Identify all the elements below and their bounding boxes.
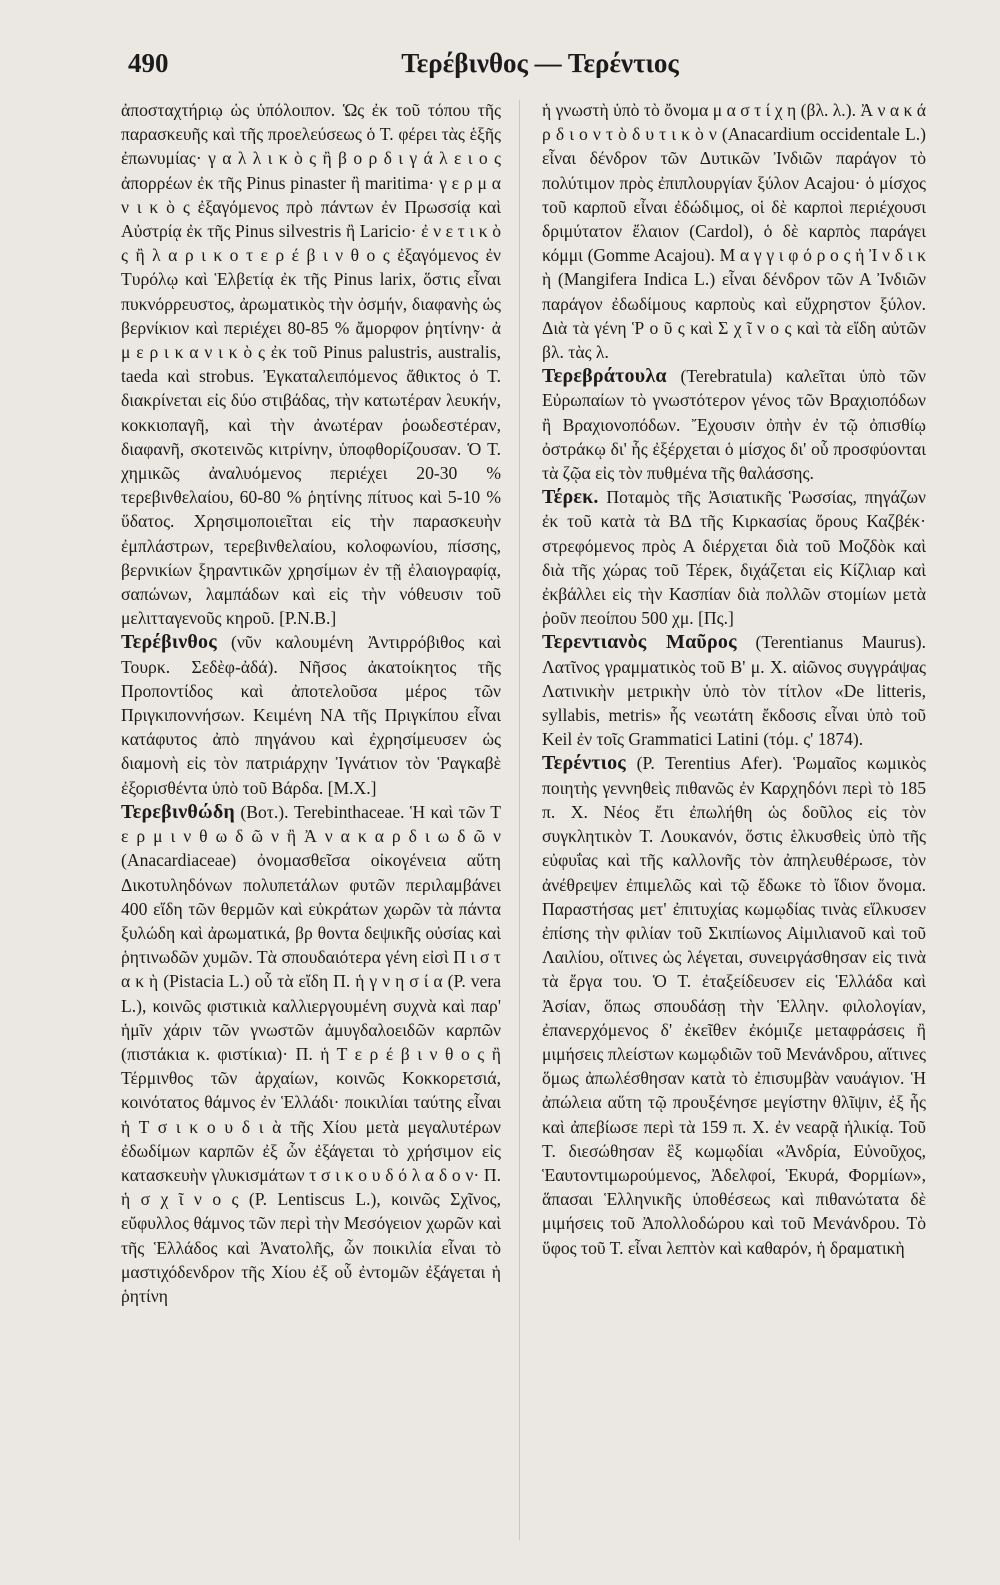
entry-terentius xyxy=(542,751,926,1259)
column-divider xyxy=(519,100,520,1540)
entry-text: (Terebratula) καλεῖται ὑπὸ τῶν Εὐρωπαίων τὸ γνωστότερον γένος τῶν Βραχιοπόδων ἢ Βραχιονοπόδων. Ἔχουσιν ὀπὴν ἐν τῷ ὀπισθίῳ ὀστράκῳ δι' ἧς ἐξέρχεται ὁ μίσχος δι' οὗ προσφύονται τὰ ζῷα εἰς τὸν πυθμένα τῆς θαλάσσης. xyxy=(542,366,926,484)
entry-terebinthode-continued xyxy=(542,98,926,364)
entry-terek xyxy=(542,485,926,630)
entry-terebinthos-resin-continued xyxy=(121,98,501,630)
headword: Τερέντιος xyxy=(542,752,626,775)
entry-terebinthode xyxy=(121,800,501,1308)
entry-text: (P. Terentius Afer). Ῥωμαῖος κωμικὸς ποιητὴς γεννηθεὶς πιθανῶς ἐν Καρχηδόνι περὶ τὸ 185 π. Χ. Νέος ἔτι ἐπωλήθη ὡς δοῦλος εἰς τὸν συγκλητικὸν Τ. Λουκανόν, ὅστις ἑλκυσθεὶς ὑπὸ τῆς εὐφυΐας καὶ τῆς καλλονῆς τὸν ἀπηλευθέρωσε, τὸν ἀνέθρεψεν ἐπιμελῶς καὶ τῷ ἔδωκε τὸ ἴδιον ὄνομα. Παραστήσας μετ' ἐπιτυχίας κωμῳδίας τινὰς εἵλκυσεν ἐπίσης τὴν φιλίαν τοῦ Σκιπίωνος Αἰμιλιανοῦ καὶ τοῦ Λαιλίου, οἵτινες ὡς λέγεται, συνειργάσθησαν εἰς τινὰ τὰ ἔργα του. Ὁ Τ. ἐταξείδευσεν εἰς Ἑλλάδα καὶ Ἀσίαν, ὅπως σπουδάσῃ τὴν Ἑλλην. φιλολογίαν, ἐπανερχόμενος δ' ἐκεῖθεν ἐκόμιζε μεταφράσεις ἢ μιμήσεις πλείστων κωμῳδιῶν τοῦ Μενάνδρου, αἵτινες ὅμως ἀπωλέσθησαν κατὰ τὸ ἐπισυμβὰν ναυάγιον. Ἡ ἀπώλεια αὕτη τῷ προυξένησε μεγίστην θλῖψιν, ἐξ ἧς καὶ ἀπεβίωσε περὶ τὰ 159 π. Χ. ἐν νεαρᾷ ἡλικίᾳ. Τοῦ Τ. διεσώθησαν ἓξ κωμῳδίαι «Ἀνδρία, Εὐνοῦχος, Ἑαυτοντιμωρούμενος, Ἀδελφοί, Ἑκυρά, Φορμίων», ἅπασαι Ἑλληνικῆς ὑποθέσεως καὶ πιθανώτατα δὲ μιμήσεις τοῦ Ἀπολλοδώρου καὶ τοῦ Μενάνδρου. Τὸ ὕφος τοῦ Τ. εἶναι λεπτὸν καὶ καθαρόν, ἡ δραματικὴ xyxy=(542,753,926,1258)
entry-terebinthos-island xyxy=(121,630,501,799)
headword: Τέρεκ. xyxy=(542,486,599,509)
headword: Τερεβράτουλα xyxy=(542,365,667,388)
entry-text: ἀποσταχτήριῳ ὡς ὑπόλοιπον. Ὡς ἐκ τοῦ τόπου τῆς παρασκευῆς καὶ τῆς προελεύσεως ὁ Τ. φέρει τὰς ἑξῆς ἐπωνυμίας· γ α λ λ ι κ ὸ ς ἢ β ο ρ δ ι γ ά λ ε ι ο ς ἀπορρέων ἐκ τῆς Pinus pinaster ἢ maritima· γ ε ρ μ α ν ι κ ὸ ς ἐξαγόμενος πρὸ πάντων ἐν Πρωσσίᾳ καὶ Αὐστρίᾳ ἐκ τῆς Pinus silvestris ἢ Laricio· ἐ ν ε τ ι κ ὸ ς ἢ λ α ρ ι κ ο τ ε ρ έ β ι ν θ ο ς ἐξαγόμενος ἐν Τυρόλῳ καὶ Ἑλβετίᾳ ἐκ τῆς Pinus larix, ὅστις εἶναι πυκνόρρευστος, ἀρωματικὸς τὴν ὀσμήν, διαφανὴς ὡς βερνίκιον καὶ περιέχει 80-85 % ἄμορφον ῥητίνην· ἀ μ ε ρ ι κ α ν ι κ ὸ ς ἐκ τοῦ Pinus palustris, australis, taeda καὶ strobus. Ἐγκαταλειπόμενος ἄθικτος ὁ Τ. διακρίνεται εἰς δύο στιβάδας, τὴν κατωτέραν λευκήν, κοκκιοπαγῆ, καὶ τὴν ἀνωτέραν ῥοωδεστέραν, διαφανῆ, σκοτεινῶς κιτρίνην, ὑποφθορίζουσαν. Ὁ Τ. χημικῶς ἀναλυόμενος περιέχει 20-30 % τερεβινθελαίου, 60-80 % ῥητίνης πίτυος καὶ 5-10 % ὕδατος. Χρησιμοποιεῖται εἰς τὴν παρασκευὴν ἐμπλάστρων, τερεβινθελαίου, κολοφωνίου, πίσσης, βερνικίων ξηραντικῶν χρησίμων ἐν τῇ ἐλαιογραφίᾳ, σαπώνων, λαμπάδων καὶ εἰς τὴν νόθευσιν τοῦ μελιτταγενοῦς κηροῦ. [Ρ.Ν.Β.] xyxy=(121,100,501,629)
headword: Τερέβινθος xyxy=(121,631,217,654)
headword: Τερεντιανὸς Μαῦρος xyxy=(542,631,737,654)
entry-text: (νῦν καλουμένη Ἀντιρρόβιθος καὶ Τουρκ. Σεδὲφ-ἀδά). Νῆσος ἀκατοίκητος τῆς Προποντίδος καὶ ἀποτελοῦσα μέρος τῶν Πριγκιποννήσων. Κειμένη ΝΑ τῆς Πριγκίπου εἶναι κατάφυτος ἀπὸ πηγάνου καὶ ἐχρησίμευσεν ὡς διαμονὴ εἰς τὸν πατριάρχην Ἰγνάτιον τὸν Ῥαγκαβὲ ἐξορισθέντα ὑπὸ τοῦ Βάρδα. [Μ.Χ.] xyxy=(121,632,501,798)
page-number: 490 xyxy=(128,48,169,78)
entry-text: ἡ γνωστὴ ὑπὸ τὸ ὄνομα μ α σ τ ί χ η (βλ. λ.). Ἀ ν α κ ά ρ δ ι ο ν τ ὸ δ υ τ ι κ ὸ ν (Anacardium occidentale L.) εἶναι δένδρον τῶν Δυτικῶν Ἰνδιῶν παράγον τὸ πολύτιμον πρὸς ἐπιπλουργίαν ξύλον Acajou· ὁ μίσχος τοῦ καρποῦ εἶναι ἐδώδιμος, οἱ δὲ καρποὶ περιέχουσι δριμύτατον ἔλαιον (Cardol), ὁ δὲ καρπὸς παράγει κόμμι (Gomme Acajou). Μ α γ γ ι φ ό ρ ο ς ἡ Ἰ ν δ ι κ ὴ (Mangifera Indica L.) εἶναι δένδρον τῶν Α Ἰνδιῶν παράγον ἐδωδίμους καρποὺς καὶ εὔχρηστον ξύλον. Διὰ τὰ γένη Ῥ ο ῦ ς καὶ Σ χ ῖ ν ο ς καὶ τὰ εἴδη αὐτῶν βλ. τὰς λ. xyxy=(542,100,926,363)
entry-text: (Βοτ.). Terebinthaceae. Ἡ καὶ τῶν Τ ε ρ μ ι ν θ ω δ ῶ ν ἢ Ἀ ν α κ α ρ δ ι ω δ ῶ ν (Anacardiaceae) ὀνομασθεῖσα οἰκογένεια αὕτη Δικοτυληδόνων πολυπετάλων φυτῶν περιλαμβάνει 400 εἴδη τῶν θερμῶν καὶ εὐκράτων χωρῶν τὰ πάντα ξυλώδη καὶ ἀρωματικά, βρ θοντα δεψικῆς οὐσίας καὶ ῥητινωδῶν χυμῶν. Τὰ σπουδαιότερα γένη εἰσὶ Π ι σ τ α κ ὴ (Pistacia L.) οὗ τὰ εἴδη Π. ἡ γ ν η σ ί α (Ρ. vera L.), κοινῶς φιστικιὰ καλλιεργουμένη συχνὰ καὶ παρ' ἡμῖν χάριν τῶν γνωστῶν ἀμυγδαλοειδῶν καρπῶν (πιστάκια κ. φιστίκια)· Π. ἡ Τ ε ρ έ β ι ν θ ο ς ἢ Τέρμινθος τῶν ἀρχαίων, κοινῶς Κοκκορετσιά, κοινότατος θάμνος ἐν Ἑλλάδι· ποικιλίαι ταύτης εἶναι ἡ Τ σ ι κ ο υ δ ι ὰ τῆς Χίου μετὰ μεγαλυτέρων ἐδωδίμων καρπῶν ἐξ ὧν ἐξάγεται τὸ χρήσιμον εἰς κατασκευὴν γλυκισμάτων τ σ ι κ ο υ δ ό λ α δ ο ν· Π. ἡ σ χ ῖ ν ο ς (Ρ. Lentiscus L.), κοινῶς Σχῖνος, εὔφυλλος θάμνος τῶν περὶ τὴν Μεσόγειον χωρῶν καὶ τῆς Ἑλλάδος καὶ Ἀνατολῆς, ὧν ποικιλία εἶναι τὸ μαστιχόδενδρον τῆς Χίου ἐξ οὗ ἐντομῶν ἐξάγεται ἡ ῥητίνη xyxy=(121,801,501,1306)
entry-text: (Terentianus Maurus). Λατῖνος γραμματικὸς τοῦ Β' μ. Χ. αἰῶνος συγγράψας Λατινικὴν μετρικὴν ὑπὸ τὸν τίτλον «De litteris, syllabis, metris» ἧς νεωτάτη ἔκδοσις εἶναι ὑπὸ τοῦ Keil ἐν τοῖς Grammatici Latini (τόμ. ς' 1874). xyxy=(542,632,926,750)
entry-terebratula xyxy=(542,364,926,485)
headword: Τερεβινθώδη xyxy=(121,800,235,823)
entry-terentianus-maurus xyxy=(542,630,926,751)
left-column xyxy=(121,98,501,1308)
right-column xyxy=(542,98,926,1260)
running-head: Τερέβινθος — Τερέντιος xyxy=(401,48,679,78)
page-header xyxy=(0,42,1000,92)
entry-text: Ποταμὸς τῆς Ἀσιατικῆς Ῥωσσίας, πηγάζων ἐκ τοῦ κατὰ τὰ ΒΔ τῆς Κιρκασίας ὄρους Καζβέκ· στρεφόμενος πρὸς Α διέρχεται διὰ τοῦ Μοζδὸκ καὶ διὰ τῆς χώρας τοῦ Τέρεκ, διχάζεται εἰς Κίζλιαρ καὶ ἐκβάλλει εἰς τὴν Κασπίαν διὰ πολλῶν στομίων μετὰ ῥοῦν πεοίπου 500 χμ. [Πς.] xyxy=(542,487,926,629)
